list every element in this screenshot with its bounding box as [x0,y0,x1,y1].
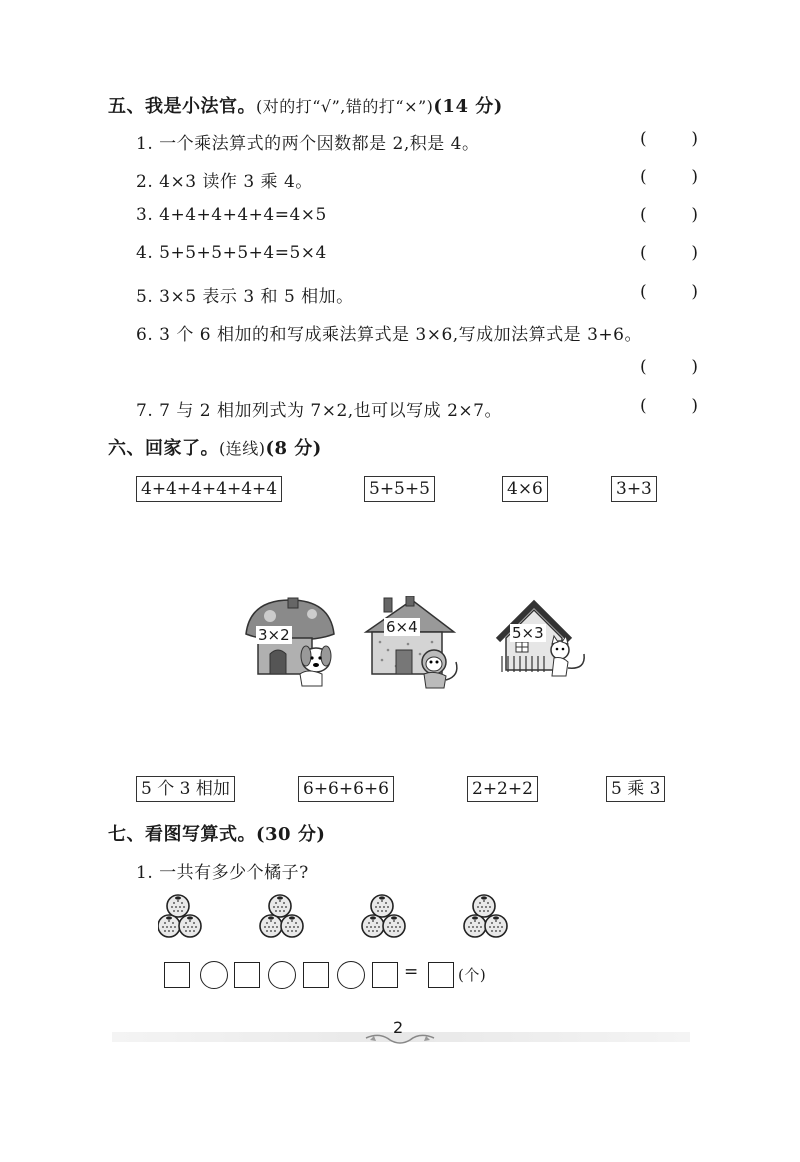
answer-paren-7[interactable]: ( ) [640,396,698,416]
answer-paren-5[interactable]: ( ) [640,282,698,302]
section7-score: (30 分) [256,824,326,845]
operator-circle-3[interactable] [337,961,365,989]
cookie-house-with-monkey[interactable] [362,596,462,696]
judge-item-4: 4. 5+5+5+5+4=5×4 [136,243,327,263]
blank-box-2[interactable] [234,962,260,988]
fence-house-with-cat[interactable] [494,596,594,696]
blank-box-result[interactable] [428,962,454,988]
orange-group-3 [362,895,405,937]
expr-box-top-1[interactable]: 4+4+4+4+4+4 [136,476,282,502]
section6-note: (连线) [219,439,266,458]
answer-paren-4[interactable]: ( ) [640,243,698,263]
house-label-2: 6×4 [386,618,418,636]
operator-circle-2[interactable] [268,961,296,989]
answer-paren-1[interactable]: ( ) [640,129,698,149]
house-label-1: 3×2 [258,626,290,644]
section5-title: 五、我是小法官。 [108,96,256,117]
section6-header [108,434,322,460]
page-number: 2 [393,1018,404,1037]
house-label-3: 5×3 [512,624,544,642]
judge-item-5: 5. 3×5 表示 3 和 5 相加。 [136,287,354,307]
judge-item-7: 7. 7 与 2 相加列式为 7×2,也可以写成 2×7。 [136,401,502,421]
judge-item-6: 6. 3 个 6 相加的和写成乘法算式是 3×6,写成加法算式是 3+6。 [136,325,642,345]
question-1: 1. 一共有多少个橘子? [136,863,309,883]
section6-title: 六、回家了。 [108,438,219,459]
expr-box-bottom-4[interactable]: 5 乘 3 [606,776,665,802]
fence-house-icon [494,596,594,696]
mushroom-house-icon [240,596,340,696]
section7-header [108,820,325,846]
section7-title: 七、看图写算式。 [108,824,256,845]
expr-box-top-2[interactable]: 5+5+5 [364,476,435,502]
unit-label: (个) [458,966,487,984]
blank-box-1[interactable] [164,962,190,988]
answer-paren-6[interactable]: ( ) [640,357,698,377]
expr-box-top-4[interactable]: 3+3 [611,476,657,502]
orange-group-4 [464,895,507,937]
section6-score: (8 分) [265,438,322,459]
answer-paren-3[interactable]: ( ) [640,205,698,225]
cookie-house-icon [362,596,462,696]
blank-box-4[interactable] [372,962,398,988]
blank-box-3[interactable] [303,962,329,988]
orange-group-1 [158,895,201,937]
judge-item-1: 1. 一个乘法算式的两个因数都是 2,积是 4。 [136,134,480,154]
section5-score: (14 分) [433,96,503,117]
orange-group-2 [260,895,303,937]
operator-circle-1[interactable] [200,961,228,989]
answer-paren-2[interactable]: ( ) [640,167,698,187]
judge-item-3: 3. 4+4+4+4+4=4×5 [136,205,327,225]
expr-box-bottom-2[interactable]: 6+6+6+6 [298,776,394,802]
orange-groups [158,894,558,940]
expr-box-bottom-3[interactable]: 2+2+2 [467,776,538,802]
section5-note: (对的打“√”,错的打“×”) [256,97,434,116]
equals-sign: = [404,962,419,982]
expr-box-bottom-1[interactable]: 5 个 3 相加 [136,776,235,802]
section5-header [108,92,503,118]
judge-item-2: 2. 4×3 读作 3 乘 4。 [136,172,313,192]
expr-box-top-3[interactable]: 4×6 [502,476,548,502]
mushroom-house-with-dog[interactable] [240,596,340,696]
